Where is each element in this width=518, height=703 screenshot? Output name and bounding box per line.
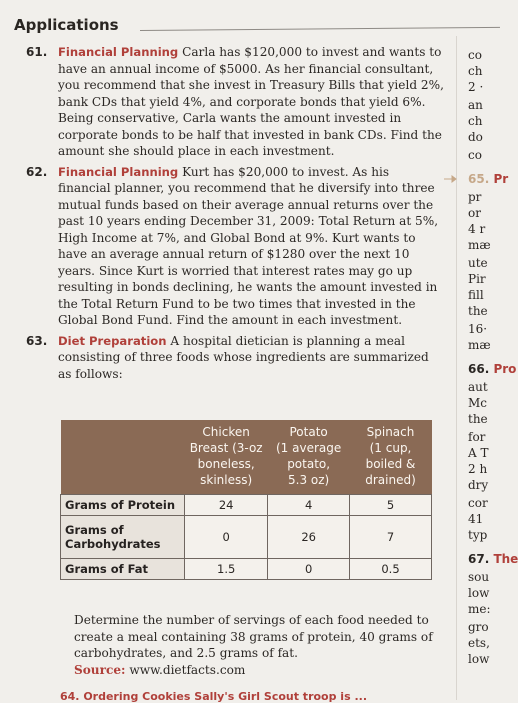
problem-61 <box>26 44 444 160</box>
column-fragment: me: <box>468 602 491 616</box>
column-fragment: ets, <box>468 636 490 650</box>
fragment-number: 65. <box>468 172 494 186</box>
fragment-title: Pro <box>493 362 517 376</box>
nutrition-table-wrapper <box>60 420 432 580</box>
column-fragment: dry <box>468 478 489 492</box>
fragment-number: 66. <box>468 362 494 376</box>
source-label: Source: <box>74 662 126 677</box>
continue-arrow-icon <box>444 174 456 184</box>
column-fragment: pr <box>468 190 482 204</box>
header-line: potato, <box>287 457 331 471</box>
table-header-row <box>61 420 432 495</box>
source-link[interactable]: www.dietfacts.com <box>129 662 246 677</box>
column-fragment: the <box>468 412 488 426</box>
column-fragment: typ <box>468 528 488 542</box>
column-header-potato <box>268 420 350 495</box>
header-line: boneless, <box>197 457 255 471</box>
column-fragment: 4 r <box>468 222 486 236</box>
row-label: Grams of Protein <box>61 495 185 516</box>
header-line: Spinach <box>366 425 415 439</box>
table-cell: 0 <box>185 516 268 559</box>
column-fragment: the <box>468 304 488 318</box>
header-line: Potato <box>289 425 328 439</box>
column-fragment: ch <box>468 114 483 128</box>
fragment-title: The <box>493 552 518 566</box>
column-fragment: low <box>468 652 490 666</box>
problem-text: A hospital dietician is planning a meal consisting of three foods whose ingredients are summarized as follows: <box>58 333 429 381</box>
table-cell: 7 <box>349 516 431 559</box>
problem-63 <box>26 333 444 383</box>
column-fragment: co <box>468 48 482 62</box>
problem-title: Financial Planning <box>58 45 179 59</box>
fragment-number: 67. <box>468 552 494 566</box>
table-cell: 5 <box>349 495 431 516</box>
problem-number: 62. <box>26 164 48 179</box>
table-cell: 24 <box>185 495 268 516</box>
column-fragment: sou <box>468 570 490 584</box>
column-fragment <box>468 172 508 186</box>
column-fragment: Pir <box>468 272 486 286</box>
column-fragment: ute <box>468 256 488 270</box>
column-fragment: an <box>468 98 483 112</box>
fragment-title: Pr <box>493 172 509 186</box>
column-fragment: aut <box>468 380 488 394</box>
column-header-spinach <box>349 420 431 495</box>
table-cell: 0.5 <box>349 559 431 580</box>
column-fragment: low <box>468 586 490 600</box>
header-line: Breast (3-oz <box>189 441 263 455</box>
cut-off-next-problem: 64. Ordering Cookies Sally's Girl Scout troop is ... <box>60 690 367 703</box>
table-cell: 0 <box>268 559 350 580</box>
header-line: (1 cup, <box>369 441 412 455</box>
problem-63-continuation <box>74 612 444 678</box>
column-fragment: cor <box>468 496 488 510</box>
column-fragment: or <box>468 206 481 220</box>
problem-number: 63. <box>26 333 48 348</box>
problem-title: Financial Planning <box>58 164 179 179</box>
header-line: boiled & <box>365 457 416 471</box>
column-fragment: ch <box>468 64 483 78</box>
column-fragment: for <box>468 430 486 444</box>
table-cell: 1.5 <box>185 559 268 580</box>
table-cell: 26 <box>268 516 350 559</box>
header-line: Chicken <box>202 425 250 439</box>
column-fragment <box>468 362 516 376</box>
problem-title: Diet Preparation <box>58 333 167 348</box>
column-fragment: do <box>468 130 483 144</box>
header-line: drained) <box>365 473 416 487</box>
table-corner-cell <box>61 420 185 495</box>
row-label: Grams of Carbohydrates <box>61 516 185 559</box>
column-fragment: A T <box>468 446 489 460</box>
column-fragment: co <box>468 148 482 162</box>
table-row <box>61 495 432 516</box>
table-row <box>61 559 432 580</box>
column-fragment <box>468 552 518 566</box>
nutrition-table <box>60 420 432 580</box>
column-divider <box>456 36 457 700</box>
column-fragment: mæ <box>468 238 491 252</box>
problem-text: Kurt has $20,000 to invest. As his financial planner, you recommend that he diversify into three mutual funds based on their average annual returns over the past 10 years ending December 31, 2009: Total Return at 5%, High Income at 7%, and Global Bond at 9%. Kurt wants to have an average annual return of $1280 over the next 10 years. Since Kurt is worried that interest rates may go up resulting in bonds declining, he wants the amount invested in the Total Return Fund to be two times that invested in the Global Bond Fund. Find the amount in each investment. <box>58 164 439 327</box>
header-line: (1 average <box>276 441 342 455</box>
header-line: skinless) <box>200 473 253 487</box>
problem-list <box>26 44 444 386</box>
header-line: 5.3 oz) <box>288 473 330 487</box>
row-label: Grams of Fat <box>61 559 185 580</box>
column-fragment: 2 h <box>468 462 488 476</box>
table-cell: 4 <box>268 495 350 516</box>
column-fragment: mæ <box>468 338 491 352</box>
column-fragment: 41 <box>468 512 484 526</box>
column-fragment: 2 · <box>468 80 484 94</box>
problem-text: Carla has $120,000 to invest and wants to have an annual income of $5000. As her financial consultant, you recommend that she invest in Treasury Bills that yield 2%, bank CDs that yield 4%, and corporate bonds that yield 6%. Being conservative, Carla wants the amount invested in corporate bonds to be half that invested in bank CDs. Find the amount she should place in each investment. <box>58 45 444 158</box>
table-row <box>61 516 432 559</box>
section-heading: Applications <box>14 16 119 34</box>
column-header-chicken <box>185 420 268 495</box>
column-fragment: fill <box>468 288 484 302</box>
problem-62 <box>26 164 444 329</box>
heading-rule <box>140 27 500 31</box>
column-fragment: Mc <box>468 396 488 410</box>
column-fragment: gro <box>468 620 489 634</box>
column-fragment: 16· <box>468 322 488 336</box>
problem-number: 61. <box>26 45 48 59</box>
instruction-text: Determine the number of servings of each food needed to create a meal containing 38 grams of protein, 40 grams of carbohydrates, and 2.5 grams of fat. <box>74 613 433 660</box>
